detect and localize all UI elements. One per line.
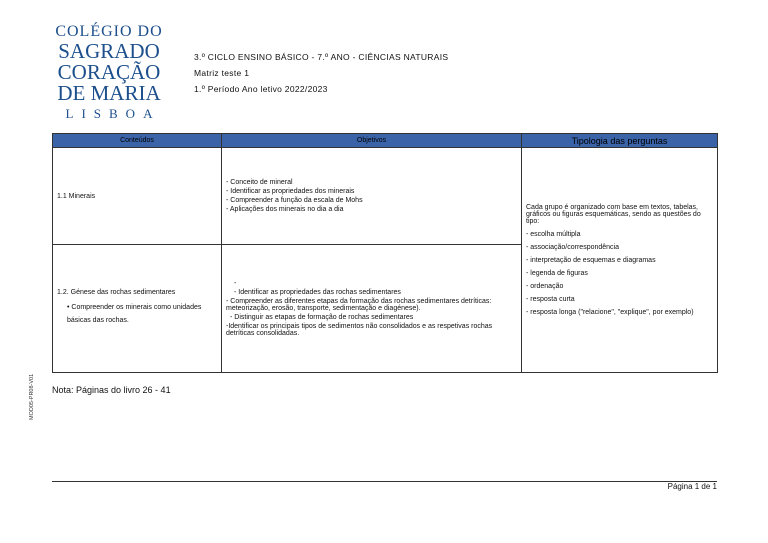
objective-item: - Identificar as propriedades dos minerais	[226, 188, 355, 195]
content-cell	[53, 245, 222, 373]
table-row	[53, 148, 718, 245]
logo-line: CORAÇÃO	[57, 60, 161, 84]
logo-city: LISBOA	[65, 106, 161, 121]
header-contents: Conteúdos	[53, 134, 222, 148]
content-cell: 1.1 Minerais	[53, 148, 222, 245]
objective-item: - Aplicações dos minerais no dia a dia	[226, 206, 344, 213]
objectives-cell	[222, 245, 522, 373]
objective-item: -	[234, 280, 237, 287]
content-title: 1.2. Génese das rochas sedimentares	[57, 289, 176, 297]
objective-item: - Distinguir as etapas de formação de rochas sedimentares	[230, 314, 414, 321]
footer-divider	[52, 481, 717, 482]
typology-item: - ordenação	[526, 283, 564, 290]
header-typology: Tipologia das perguntas	[522, 134, 718, 148]
logo-line: SAGRADO	[58, 39, 160, 63]
table-header-row	[53, 134, 718, 148]
header-objectives: Objetivos	[222, 134, 522, 148]
typology-cell	[522, 148, 718, 373]
document-subtitle: Matriz teste 1	[194, 68, 250, 78]
objective-item: - Conceito de mineral	[226, 179, 293, 186]
typology-item: - interpretação de esquemas e diagramas	[526, 257, 656, 264]
typology-item: - associação/correspondência	[526, 244, 619, 251]
page-number: Página 1 de 1	[667, 482, 717, 491]
typology-item: - resposta curta	[526, 296, 575, 303]
school-logo	[54, 24, 164, 120]
book-pages-note: Nota: Páginas do livro 26 - 41	[52, 385, 171, 395]
content-bullet: • Compreender os minerais como unidades básicas das rochas.	[67, 304, 202, 324]
objective-item: - Identificar as propriedades das rochas sedimentares	[234, 289, 401, 296]
typology-item: - escolha múltipla	[526, 231, 581, 238]
logo-line: DE MARIA	[57, 81, 161, 105]
test-matrix-table	[52, 133, 718, 373]
document-code: MOD05-PR08-V01	[29, 373, 35, 420]
objectives-cell	[222, 148, 522, 245]
objective-item: -Identificar os principais tipos de sedimentos não consolidados e as respetivas rochas detríticas consolidadas.	[226, 323, 493, 337]
document-title: 3.º CICLO ENSINO BÁSICO - 7.º ANO - CIÊNCIAS NATURAIS	[194, 52, 449, 62]
typology-item: - legenda de figuras	[526, 270, 588, 277]
document-period: 1.º Período Ano letivo 2022/2023	[194, 84, 328, 94]
typology-intro: Cada grupo é organizado com base em textos, tabelas, gráficos ou figuras esquemáticas, sendo as questões do tipo:	[526, 204, 701, 225]
logo-line: COLÉGIO DO	[55, 23, 163, 40]
typology-item: - resposta longa ("relacione", "explique", por exemplo)	[526, 309, 694, 316]
objective-item: - Compreender a função da escala de Mohs	[226, 197, 363, 204]
objective-item: - Compreender as diferentes etapas da formação das rochas sedimentares detríticas: meteorização, erosão, transporte, sedimentação e diagénese).	[226, 298, 492, 312]
